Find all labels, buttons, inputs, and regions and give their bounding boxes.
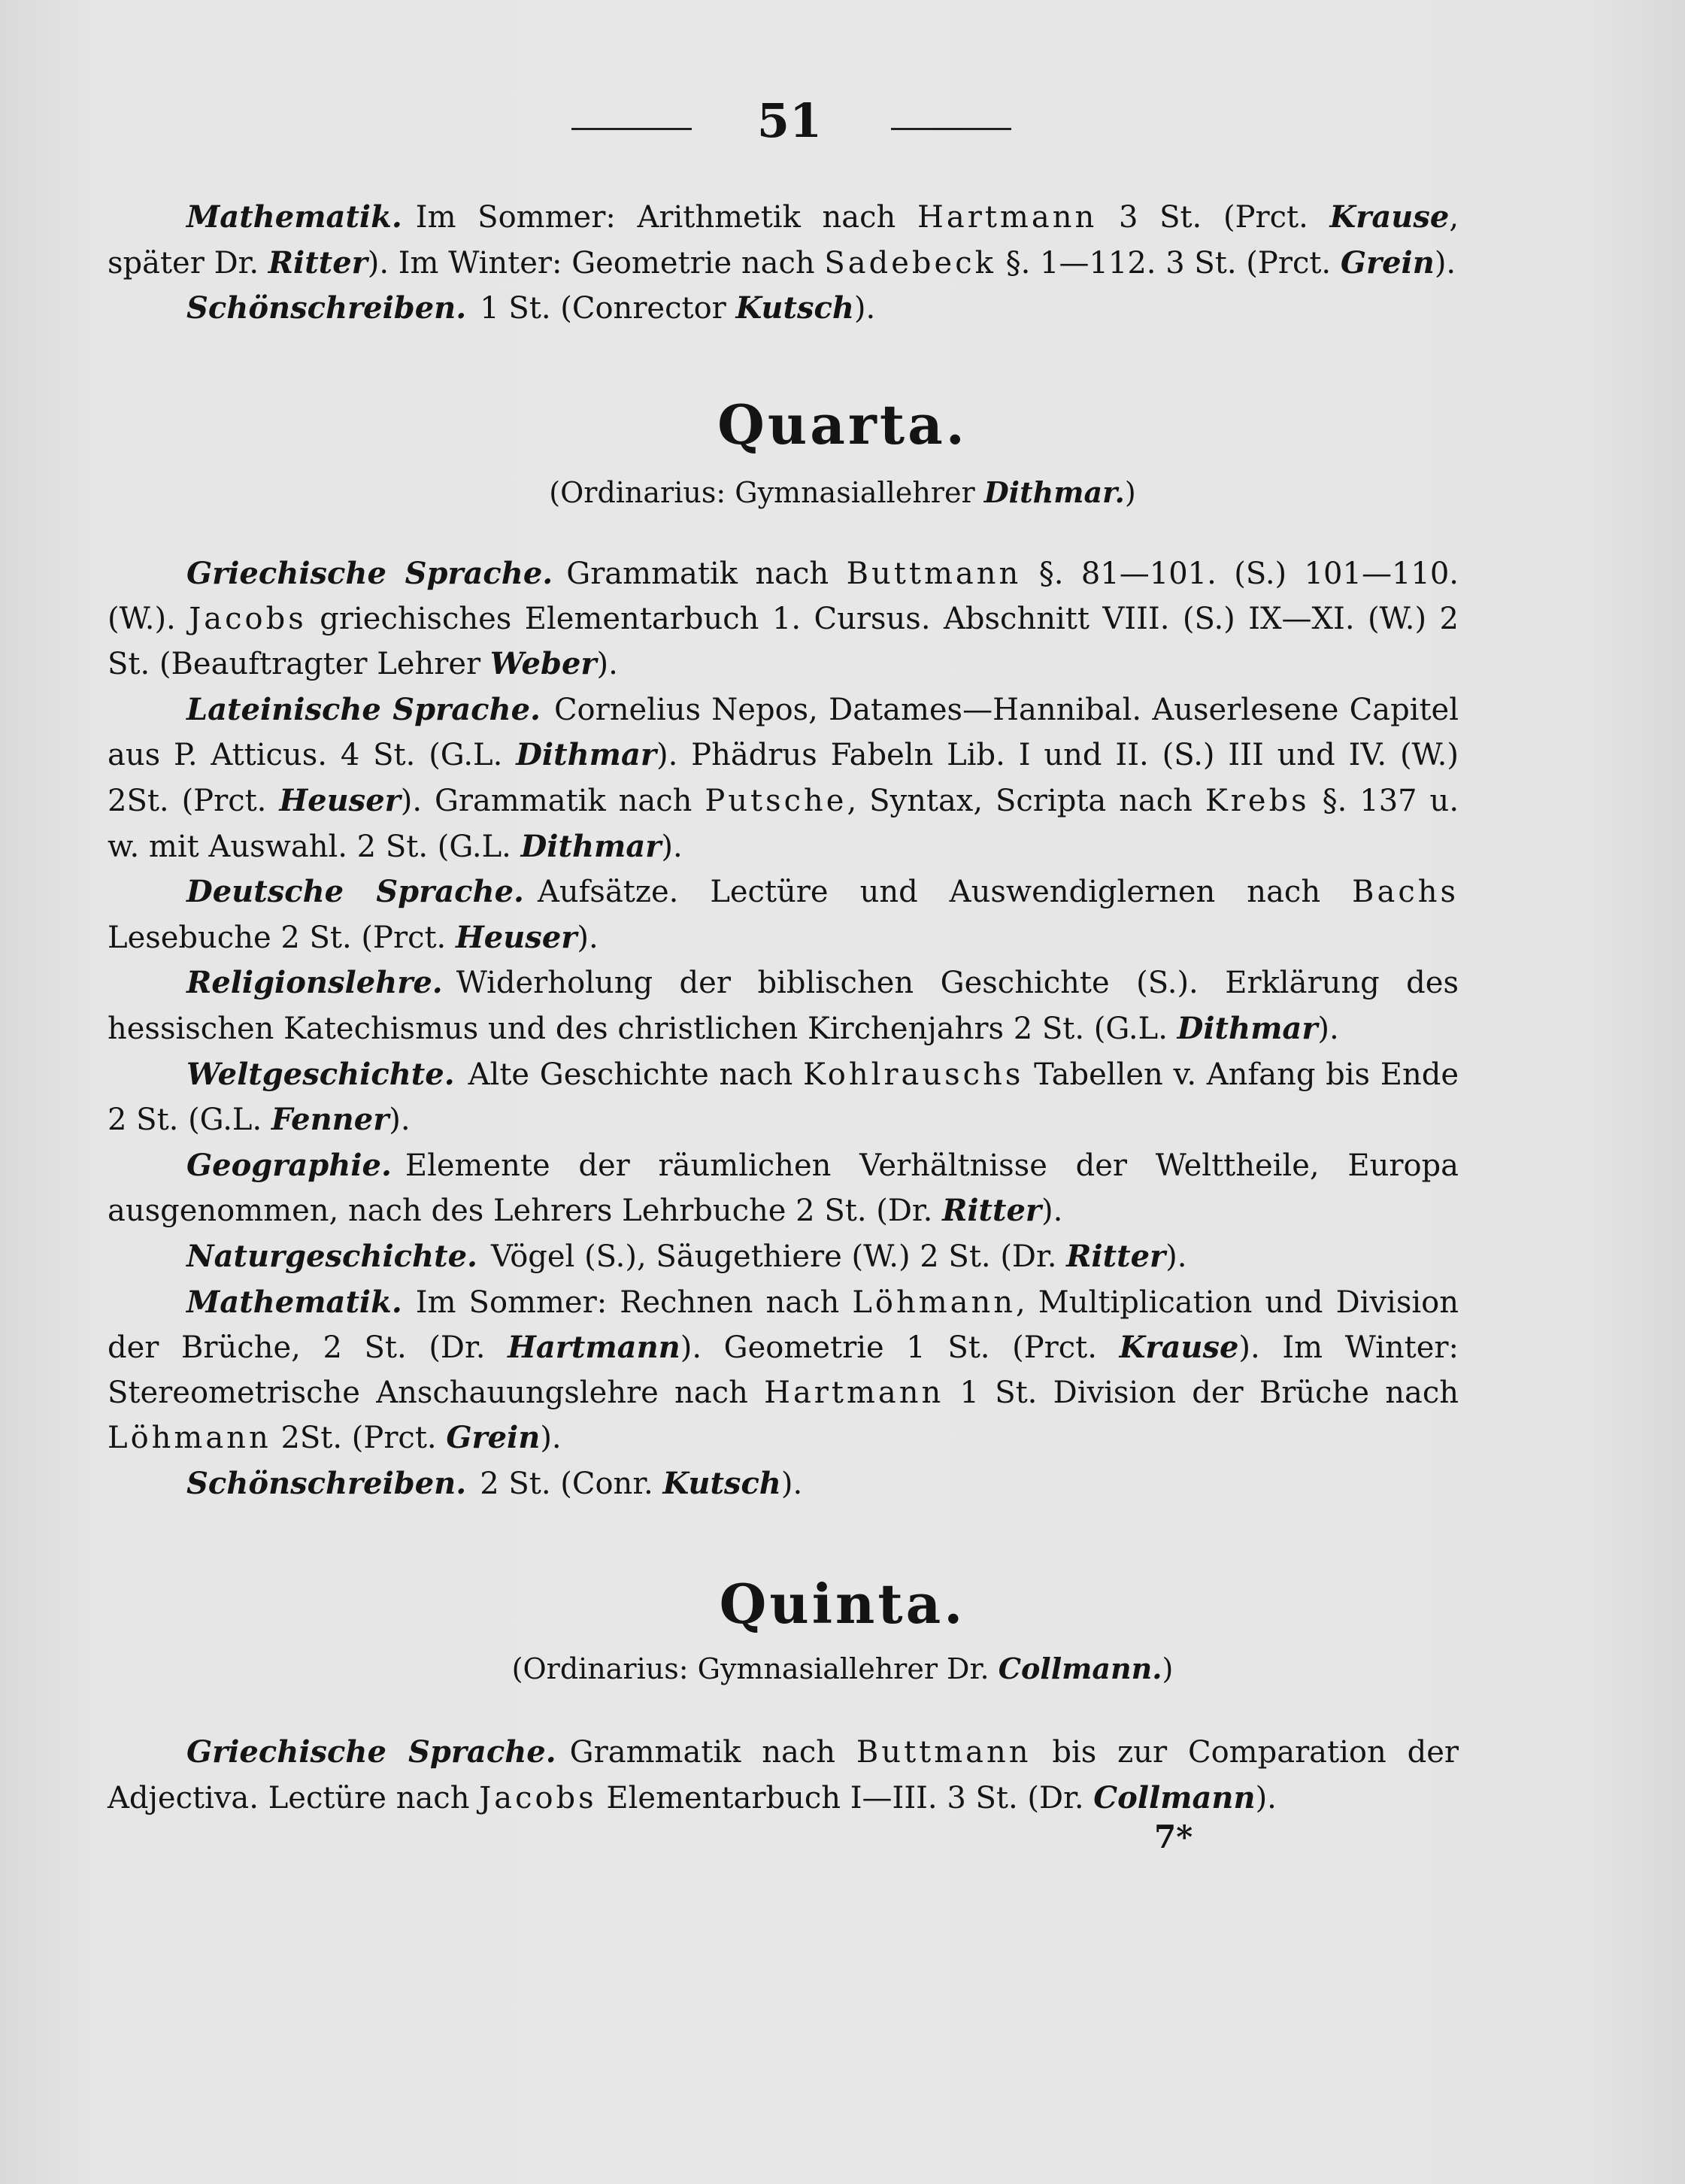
author-name: Jacobs — [479, 1780, 597, 1815]
page-header — [0, 93, 1685, 156]
header-rule-left — [571, 128, 692, 130]
paragraph-geographie: Geographie. Elemente der räumlichen Verhältnisse der Welttheile, Europa ausgenommen, nach des Lehrers Lehrbuche 2 St. (Dr. Ritter). — [108, 1147, 1459, 1229]
teacher-name: Kutsch — [735, 290, 854, 326]
teacher-name: Hartmann — [508, 1330, 680, 1366]
teacher-name: Dithmar — [1177, 1010, 1318, 1046]
subject-label: Schönschreiben. — [186, 1465, 467, 1501]
subject-label: Mathematik. — [186, 199, 402, 235]
author-name: Löhmann — [108, 1421, 271, 1456]
author-name: Sadebeck — [824, 245, 996, 281]
ordinarius-quinta: (Ordinarius: Gymnasiallehrer Dr. Collmann.) — [511, 1652, 1174, 1685]
subject-label: Griechische Sprache. — [186, 1734, 556, 1770]
author-name: Hartmann — [917, 200, 1098, 235]
subject-label: Mathematik. — [186, 1284, 402, 1320]
paragraph-mathematik: Mathematik. Im Sommer: Rechnen nach Löhmann, Multiplication und Division der Brüche, 2 St. (Dr. Hartmann). Geometrie 1 St. (Prct. Krause). Im Winter: Stereometrische Anschauungslehre nach Hartmann 1 St. Division der Brüche nach Löhmann 2St. (Prct. Grein). — [108, 1284, 1459, 1456]
paragraph-religion: Religionslehre. Widerholung der biblischen Geschichte (S.). Erklärung des hessischen Katechismus und des christlichen Kirchenjahrs 2 St. (G.L. Dithmar). — [108, 965, 1459, 1046]
teacher-name: Weber — [489, 646, 597, 682]
paragraph-griechisch-quinta: Griechische Sprache. Grammatik nach Buttmann bis zur Comparation der Adjectiva. Lectüre nach Jacobs Elementarbuch I—III. 3 St. (Dr. Collmann). — [108, 1734, 1459, 1815]
header-rule-right — [891, 128, 1011, 130]
signature-mark: 7* — [1154, 1818, 1193, 1855]
author-name: Bachs — [1352, 875, 1459, 910]
teacher-name: Fenner — [271, 1102, 389, 1138]
page-number: 51 — [756, 93, 823, 148]
author-name: Hartmann — [764, 1375, 944, 1410]
subject-label: Geographie. — [186, 1147, 392, 1183]
author-name: Kohlrauschs — [802, 1057, 1024, 1092]
author-name: Buttmann — [856, 1735, 1032, 1770]
teacher-name: Collmann — [1093, 1779, 1256, 1815]
teacher-name: Collmann. — [998, 1652, 1162, 1685]
teacher-name: Krause — [1329, 199, 1450, 235]
subject-label: Religionslehre. — [186, 965, 443, 1001]
teacher-name: Kutsch — [662, 1465, 781, 1501]
tertia-continuation — [108, 195, 1459, 332]
paragraph-mathematik-tertia: Mathematik. Im Sommer: Arithmetik nach Hartmann 3 St. (Prct. Krause, später Dr. Ritter). Im Winter: Geometrie nach Sadebeck §. 1—112. 3 St. (Prct. Grein). — [108, 199, 1459, 281]
author-name: Buttmann — [846, 557, 1022, 591]
teacher-name: Grein — [1340, 244, 1435, 281]
quarta-body — [108, 551, 1459, 1506]
author-name: Jacobs — [189, 601, 307, 636]
paragraph-deutsch: Deutsche Sprache. Aufsätze. Lectüre und Auswendiglernen nach Bachs Lesebuche 2 St. (Prct. Heuser). — [108, 874, 1459, 955]
subject-label: Griechische Sprache. — [186, 556, 553, 591]
paragraph-naturgeschichte: Naturgeschichte. Vögel (S.), Säugethiere (W.) 2 St. (Dr. Ritter). — [186, 1238, 1187, 1274]
teacher-name: Krause — [1119, 1330, 1239, 1366]
section-heading-quinta: Quinta. — [719, 1572, 966, 1636]
teacher-name: Dithmar — [520, 828, 662, 864]
teacher-name: Heuser — [455, 919, 577, 955]
section-heading-quarta: Quarta. — [717, 393, 968, 457]
paragraph-schoenschreiben-tertia: Schönschreiben. 1 St. (Conrector Kutsch). — [186, 290, 876, 326]
teacher-name: Ritter — [942, 1193, 1042, 1229]
paragraph-weltgeschichte: Weltgeschichte. Alte Geschichte nach Kohlrauschs Tabellen v. Anfang bis Ende 2 St. (G.L. Fenner). — [108, 1056, 1459, 1138]
teacher-name: Ritter — [1066, 1238, 1166, 1274]
teacher-name: Ritter — [268, 244, 368, 281]
ordinarius-quarta: (Ordinarius: Gymnasiallehrer Dithmar.) — [549, 475, 1136, 509]
teacher-name: Dithmar. — [983, 475, 1125, 509]
author-name: Krebs — [1205, 783, 1310, 818]
paragraph-griechisch: Griechische Sprache. Grammatik nach Buttmann §. 81—101. (S.) 101—110. (W.). Jacobs griechisches Elementarbuch 1. Cursus. Abschnitt VIII. (S.) IX—XI. (W.) 2 St. (Beauftragter Lehrer Weber). — [108, 556, 1459, 682]
paragraph-schoenschreiben: Schönschreiben. 2 St. (Conr. Kutsch). — [186, 1465, 803, 1501]
author-name: Putsche — [705, 783, 847, 818]
teacher-name: Grein — [446, 1420, 541, 1456]
teacher-name: Heuser — [279, 782, 401, 818]
quinta-body — [108, 1730, 1459, 1821]
paragraph-latein: Lateinische Sprache. Cornelius Nepos, Datames—Hannibal. Auserlesene Capitel aus P. Atticus. 4 St. (G.L. Dithmar). Phädrus Fabeln Lib. I und II. (S.) III und IV. (W.) 2St. (Prct. Heuser). Grammatik nach Putsche, Syntax, Scripta nach Krebs §. 137 u. w. mit Auswahl. 2 St. (G.L. Dithmar). — [108, 691, 1459, 864]
subject-label: Naturgeschichte. — [186, 1238, 477, 1274]
subject-label: Weltgeschichte. — [186, 1056, 455, 1092]
author-name: Löhmann — [852, 1285, 1017, 1320]
subject-label: Schönschreiben. — [186, 290, 467, 326]
teacher-name: Dithmar — [516, 737, 656, 773]
subject-label: Deutsche Sprache. — [186, 874, 524, 910]
subject-label: Lateinische Sprache. — [186, 691, 541, 727]
